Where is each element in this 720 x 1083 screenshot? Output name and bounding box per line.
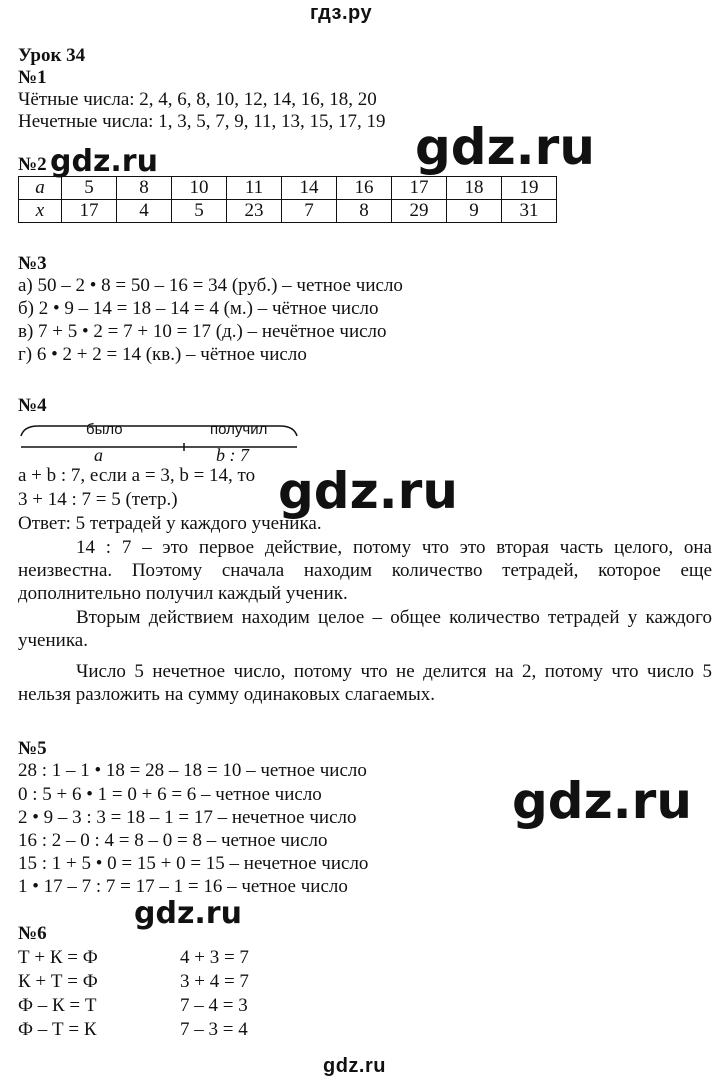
site-footer: gdz.ru — [323, 1055, 386, 1077]
task5-label: №5 — [18, 738, 47, 759]
watermark-large-1: gdz.ru — [415, 118, 595, 176]
task6-letters: К + Т = Ф — [18, 971, 98, 992]
task3-line-d: г) 6 • 2 + 2 = 14 (кв.) – чётное число — [18, 344, 307, 365]
task5-line: 1 • 17 – 7 : 7 = 17 – 1 = 16 – четное число — [18, 876, 348, 897]
site-header: гдз.ру — [310, 2, 373, 24]
task2-label: №2 — [18, 154, 47, 175]
table-cell: 8 — [117, 177, 172, 200]
task1-even: Чётные числа: 2, 4, 6, 8, 10, 12, 14, 16, 18, 20 — [18, 89, 377, 110]
table-row — [19, 177, 557, 200]
diagram-label-was: было — [86, 421, 123, 438]
table-cell: 7 — [282, 200, 337, 223]
task1-odd: Нечетные числа: 1, 3, 5, 7, 9, 11, 13, 15, 17, 19 — [18, 111, 386, 132]
watermark-small-1: gdz.ru — [50, 144, 158, 179]
watermark-large-2: gdz.ru — [278, 462, 458, 520]
diagram-label-a: a — [94, 445, 103, 465]
task4-answer: Ответ: 5 тетрадей у каждого ученика. — [18, 513, 322, 534]
task1-label: №1 — [18, 67, 47, 88]
expr-prefix: a + b : 7, если — [18, 465, 132, 486]
task5-line: 0 : 5 + 6 • 1 = 0 + 6 = 6 – четное число — [18, 784, 322, 805]
task6-letters: Ф – К = Т — [18, 995, 97, 1016]
table-cell: 16 — [337, 177, 392, 200]
table-cell: 4 — [117, 200, 172, 223]
table-cell: 31 — [502, 200, 557, 223]
task3-line-c: в) 7 + 5 • 2 = 7 + 10 = 17 (д.) – нечётное число — [18, 321, 387, 342]
table-cell: 17 — [392, 177, 447, 200]
task4-paragraph-2: Вторым действием находим целое – общее количество тетрадей у каждого ученика. — [18, 607, 712, 651]
table-cell: 29 — [392, 200, 447, 223]
diagram-label-received: получил — [210, 421, 268, 438]
watermark-large-3: gdz.ru — [512, 772, 692, 830]
table-cell: 17 — [62, 200, 117, 223]
task4-expression — [18, 464, 255, 487]
task6-numbers: 7 – 4 = 3 — [180, 995, 248, 1016]
expr-a: a = 3, — [131, 465, 180, 486]
watermark-small-2: gdz.ru — [134, 896, 242, 931]
expr-b: b = 14, то — [179, 465, 256, 486]
task3-line-a: а) 50 – 2 • 8 = 50 – 16 = 34 (руб.) – четное число — [18, 275, 403, 296]
segment-diagram — [18, 418, 300, 465]
table-cell: 5 — [172, 200, 227, 223]
values-table — [18, 176, 557, 223]
table-cell: 9 — [447, 200, 502, 223]
table-cell: 19 — [502, 177, 557, 200]
task6-numbers: 3 + 4 = 7 — [180, 971, 249, 992]
table-cell: 8 — [337, 200, 392, 223]
table-cell: 18 — [447, 177, 502, 200]
task6-letters: Ф – Т = К — [18, 1019, 97, 1040]
table-cell: 11 — [227, 177, 282, 200]
task4-calc: 3 + 14 : 7 = 5 (тетр.) — [18, 489, 178, 510]
task6-numbers: 7 – 3 = 4 — [180, 1019, 248, 1040]
table-cell: 23 — [227, 200, 282, 223]
task4-paragraph-1: 14 : 7 – это первое действие, потому что это вторая часть целого, она неизвестна. Поэтому сначала находим количество тетрадей, которое еще дополнительно получил каждый ученик. — [18, 537, 712, 604]
task6-label: №6 — [18, 923, 47, 944]
table-head-x: x — [19, 200, 62, 223]
table-cell: 14 — [282, 177, 337, 200]
task4-paragraph-3: Число 5 нечетное число, потому что не делится на 2, потому что число 5 нельзя разложить на сумму одинаковых слагаемых. — [18, 661, 712, 705]
task6-numbers: 4 + 3 = 7 — [180, 947, 249, 968]
table-row — [19, 200, 557, 223]
task4-label: №4 — [18, 395, 47, 416]
lesson-title: Урок 34 — [18, 45, 86, 66]
task5-line: 28 : 1 – 1 • 18 = 28 – 18 = 10 – четное число — [18, 760, 367, 781]
table-cell: 5 — [62, 177, 117, 200]
task5-line: 2 • 9 – 3 : 3 = 18 – 1 = 17 – нечетное число — [18, 807, 357, 828]
task3-label: №3 — [18, 253, 47, 274]
table-cell: 10 — [172, 177, 227, 200]
task6-letters: Т + К = Ф — [18, 947, 98, 968]
task3-line-b: б) 2 • 9 – 14 = 18 – 14 = 4 (м.) – чётное число — [18, 298, 379, 319]
task5-line: 16 : 2 – 0 : 4 = 8 – 0 = 8 – четное число — [18, 830, 328, 851]
table-head-a: a — [19, 177, 62, 200]
task5-line: 15 : 1 + 5 • 0 = 15 + 0 = 15 – нечетное число — [18, 853, 369, 874]
diagram-label-b7: b : 7 — [216, 445, 249, 465]
